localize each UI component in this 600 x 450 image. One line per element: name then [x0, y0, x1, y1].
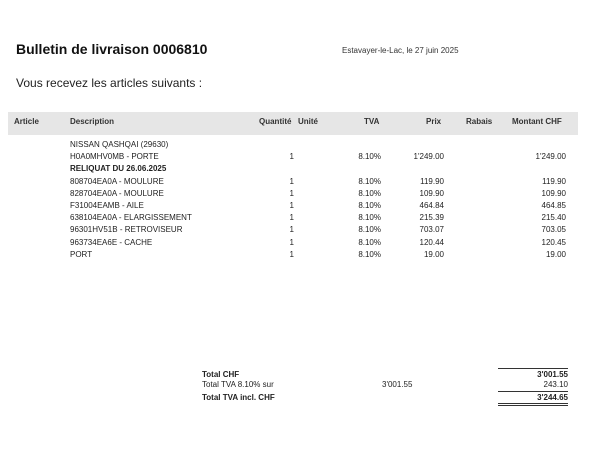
item-quantity: 1 [289, 249, 294, 259]
col-header-prix: Prix [426, 117, 442, 126]
item-amount: 19.00 [545, 249, 566, 259]
total-chf-value: 3'001.55 [537, 370, 568, 379]
item-amount: 109.90 [541, 188, 566, 198]
item-amount: 703.05 [541, 225, 566, 235]
item-description: RELIQUAT DU 26.06.2025 [70, 164, 167, 174]
table-row [0, 238, 600, 250]
item-price: 109.90 [419, 188, 444, 198]
item-quantity: 1 [289, 176, 294, 186]
item-price: 215.39 [419, 213, 444, 223]
divider-line [498, 403, 568, 404]
divider-line [498, 368, 568, 369]
total-incl-value: 3'244.65 [537, 393, 568, 402]
col-header-description: Description [70, 117, 115, 126]
item-description: 638104EA0A - ELARGISSEMENT [70, 213, 192, 223]
total-chf-label: Total CHF [202, 370, 240, 379]
total-tva-label: Total TVA 8.10% sur [202, 380, 274, 389]
item-amount: 215.40 [541, 213, 566, 223]
col-header-unite: Unité [298, 117, 318, 126]
item-description: PORT [70, 249, 93, 259]
divider-line [498, 391, 568, 392]
item-price: 703.07 [419, 225, 444, 235]
item-tva: 8.10% [358, 225, 381, 235]
item-tva: 8.10% [358, 249, 381, 259]
item-price: 120.44 [419, 237, 444, 247]
table-row [0, 201, 600, 213]
item-description: NISSAN QASHQAI (29630) [70, 140, 169, 149]
total-tva-value: 243.10 [543, 380, 568, 389]
document-title: Bulletin de livraison 0006810 [16, 41, 208, 57]
item-amount: 120.45 [541, 237, 566, 247]
item-quantity: 1 [289, 152, 294, 162]
total-tva-base: 3'001.55 [382, 380, 413, 389]
place-date: Estavayer-le-Lac, le 27 juin 2025 [342, 46, 459, 55]
item-quantity: 1 [289, 225, 294, 235]
table-row [0, 152, 600, 164]
item-tva: 8.10% [358, 237, 381, 247]
item-quantity: 1 [289, 237, 294, 247]
item-description: 96301HV51B - RETROVISEUR [70, 225, 183, 235]
col-header-tva: TVA [364, 117, 380, 126]
intro-text: Vous recevez les articles suivants : [16, 76, 203, 90]
table-row [0, 177, 600, 189]
divider-line [498, 405, 568, 406]
item-tva: 8.10% [358, 213, 381, 223]
table-row [0, 140, 600, 152]
item-price: 119.90 [420, 176, 444, 186]
table-row [0, 164, 600, 176]
table-row [0, 225, 600, 237]
item-tva: 8.10% [358, 152, 381, 162]
item-quantity: 1 [289, 213, 294, 223]
item-quantity: 1 [289, 188, 294, 198]
item-price: 1'249.00 [413, 152, 444, 162]
table-row [0, 213, 600, 225]
item-amount: 1'249.00 [535, 152, 566, 162]
col-header-article: Article [14, 117, 39, 126]
item-price: 464.84 [419, 201, 444, 210]
table-row [0, 189, 600, 201]
item-description: F31004EAMB - AILE [70, 201, 144, 210]
item-tva: 8.10% [358, 201, 381, 210]
table-row [0, 250, 600, 262]
item-description: 808704EA0A - MOULURE [70, 176, 164, 186]
item-description: 963734EA6E - CACHE [70, 237, 153, 247]
col-header-montant: Montant CHF [512, 117, 562, 126]
item-amount: 464.85 [541, 201, 566, 210]
item-amount: 119.90 [542, 176, 566, 186]
item-description: 828704EA0A - MOULURE [70, 188, 164, 198]
total-incl-label: Total TVA incl. CHF [202, 393, 275, 402]
col-header-rabais: Rabais [466, 117, 493, 126]
item-quantity: 1 [289, 201, 294, 210]
col-header-quantite: Quantité [259, 117, 292, 126]
item-price: 19.00 [423, 249, 444, 259]
item-tva: 8.10% [358, 176, 381, 186]
item-description: H0A0MHV0MB - PORTE [70, 152, 159, 162]
item-tva: 8.10% [358, 188, 381, 198]
